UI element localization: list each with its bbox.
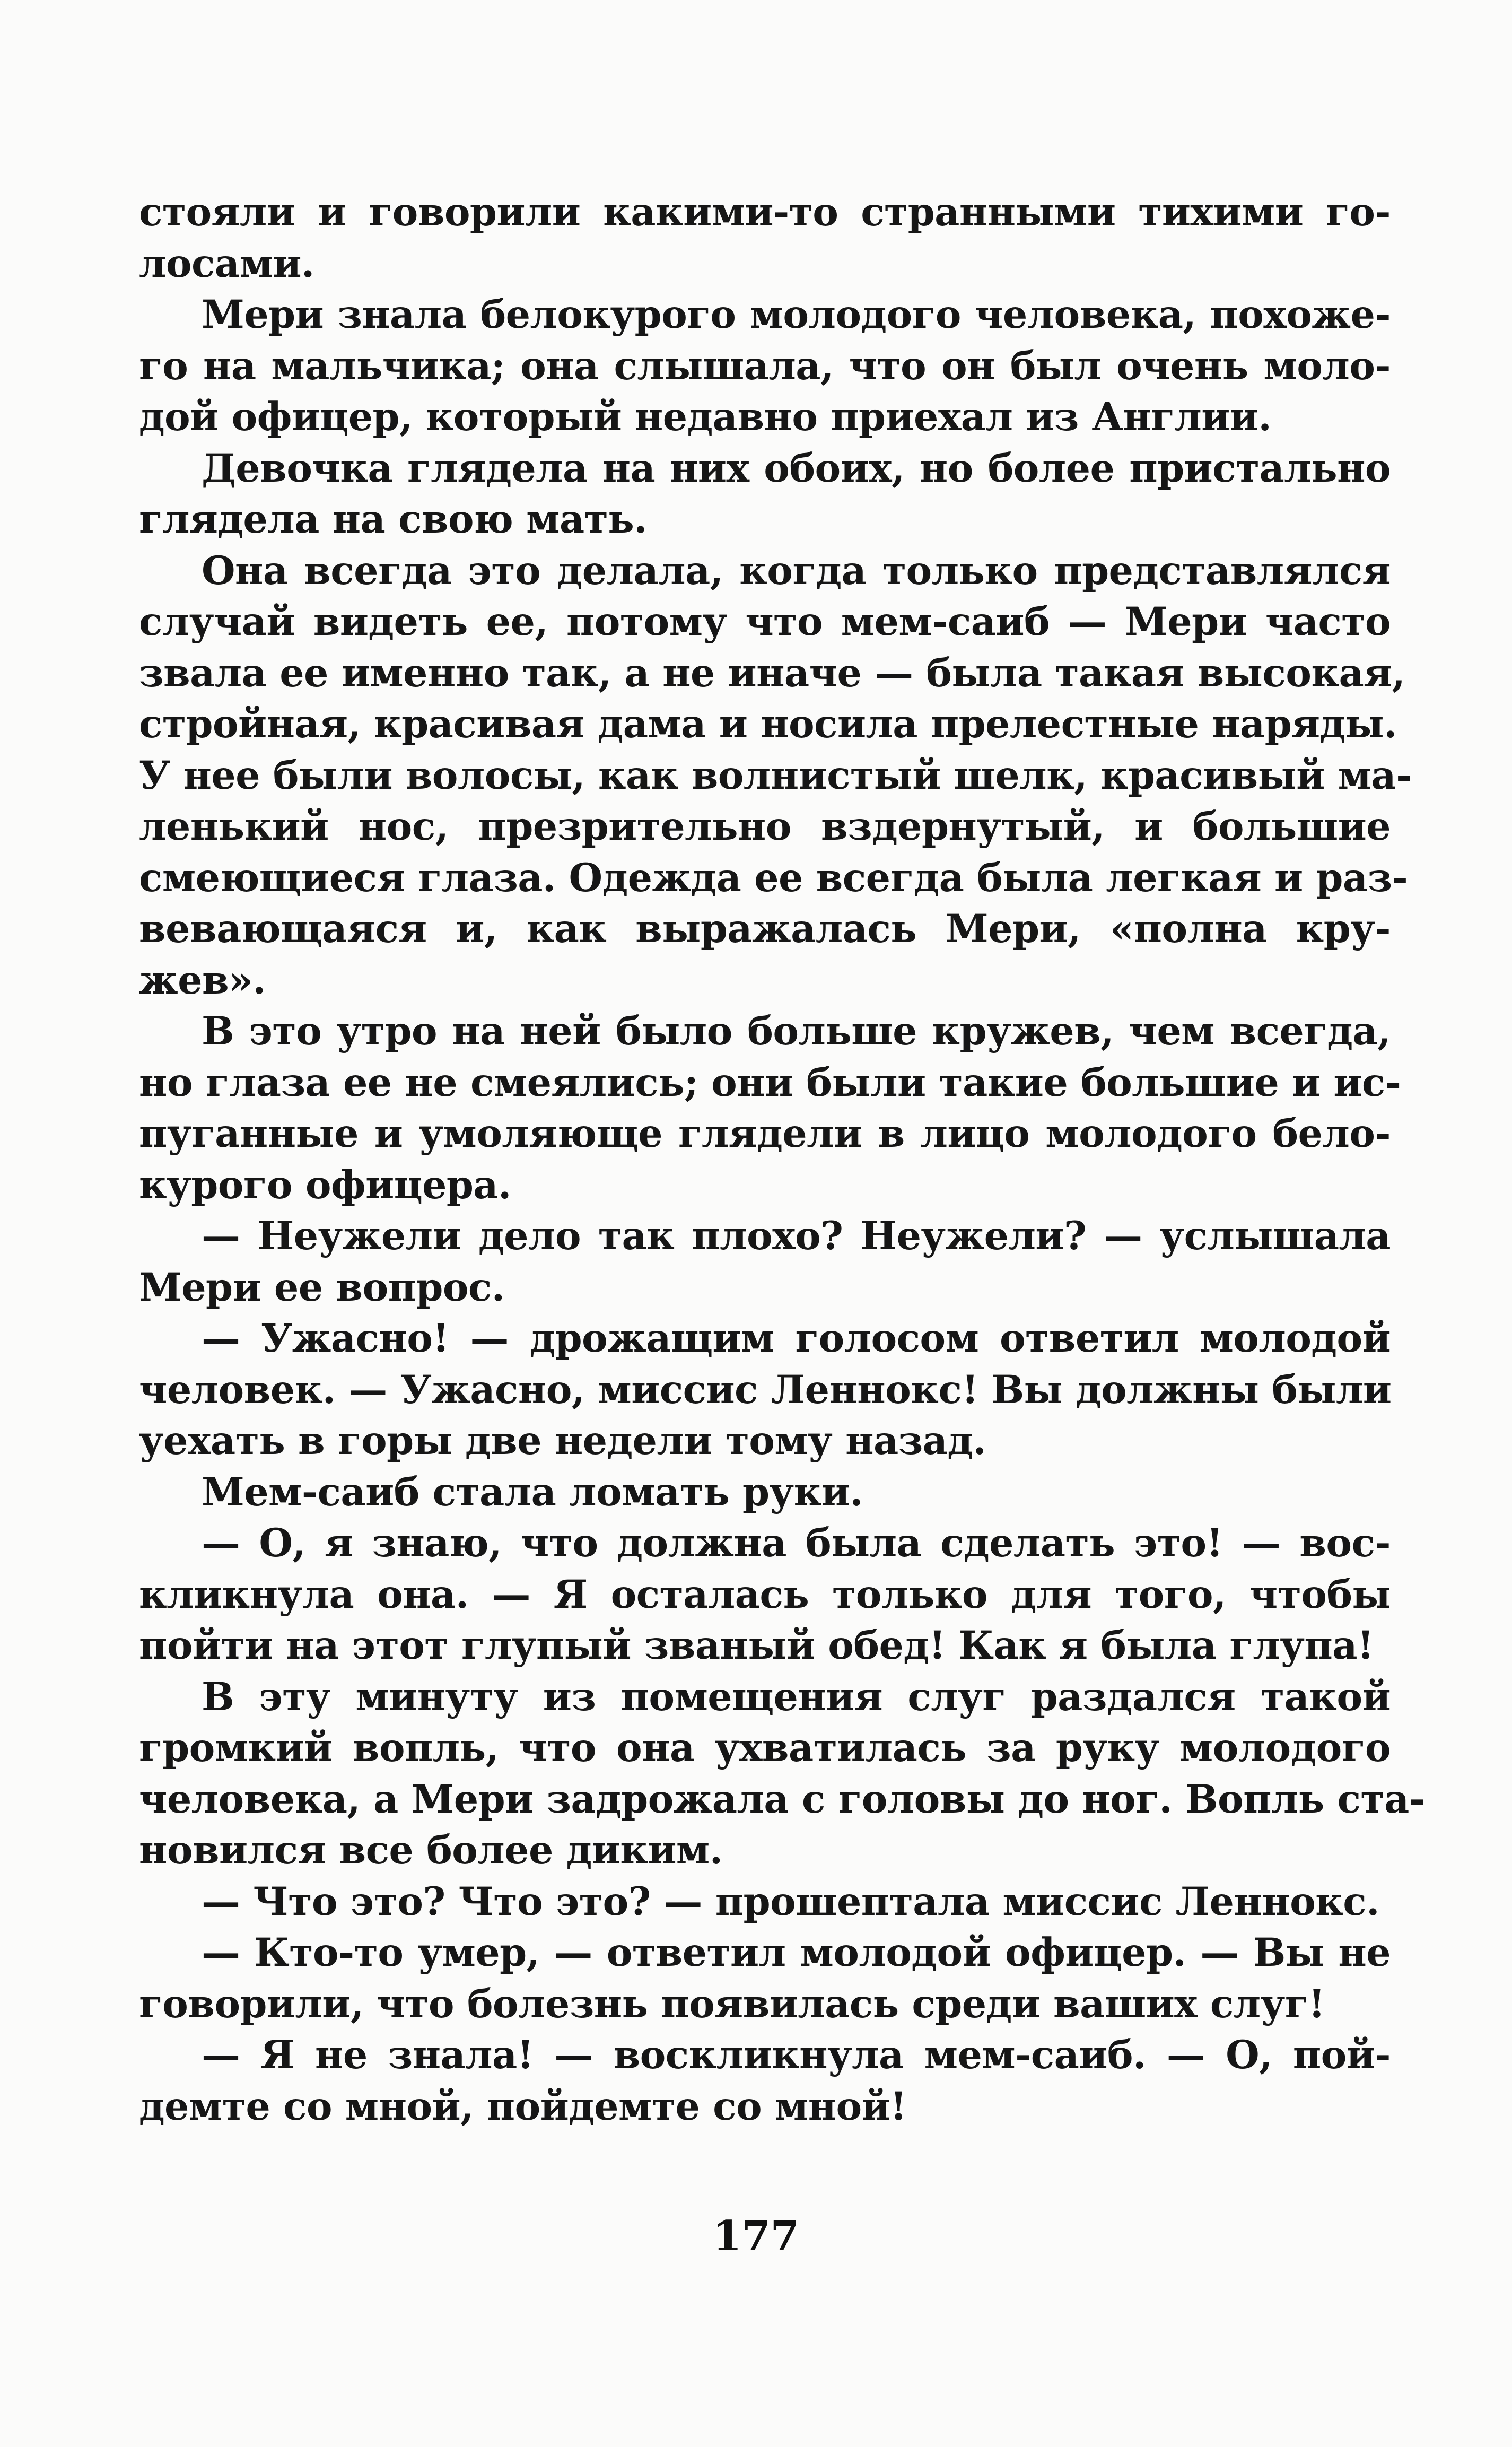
text-line: глядела на свою мать.: [139, 497, 648, 542]
text-line: человека, а Мери задрожала с головы до ног. Вопль ста-: [139, 1776, 1425, 1822]
text-line: дой офицер, который недавно приехал из Англии.: [139, 394, 1272, 440]
text-line: но глаза ее не смеялись; они были такие большие и ис-: [139, 1059, 1401, 1105]
text-line: уехать в горы две недели тому назад.: [139, 1418, 986, 1464]
text-line: — Что это? Что это? — прошептала миссис Леннокс.: [202, 1878, 1379, 1924]
page-number: 177: [713, 2212, 799, 2260]
text-line: пуганные и умоляюще глядели в лицо молодого бело-: [139, 1111, 1391, 1156]
text-line: громкий вопль, что она ухватилась за руку молодого: [139, 1725, 1391, 1771]
text-line: новился все более диким.: [139, 1827, 723, 1873]
text-line: Мем-саиб стала ломать руки.: [202, 1469, 863, 1515]
body-text: [139, 187, 1425, 2132]
text-line: случай видеть ее, потому что мем-саиб — Мери часто: [139, 599, 1391, 645]
text-line: демте со мной, пойдемте со мной!: [139, 2083, 907, 2129]
text-line: вевающаяся и, как выражалась Мери, «полна кру-: [139, 906, 1391, 952]
text-line: кликнула она. — Я осталась только для того, чтобы: [139, 1571, 1391, 1617]
text-line: — Ужасно! — дрожащим голосом ответил молодой: [202, 1316, 1391, 1361]
text-line: ленький нос, презрительно вздернутый, и большие: [139, 804, 1391, 849]
text-line: стройная, красивая дама и носила прелестные наряды.: [139, 701, 1397, 747]
text-line: В эту минуту из помещения слуг раздался такой: [202, 1674, 1391, 1720]
text-line: В это утро на ней было больше кружев, чем всегда,: [202, 1008, 1391, 1054]
text-line: — О, я знаю, что должна была сделать это! — вос-: [202, 1520, 1391, 1566]
text-line: — Кто-то умер, — ответил молодой офицер. — Вы не: [202, 1930, 1391, 1975]
text-line: стояли и говорили какими-то странными тихими го-: [139, 189, 1391, 235]
text-line: — Я не знала! — воскликнула мем-саиб. — О, пой-: [202, 2032, 1391, 2078]
text-line: говорили, что болезнь появилась среди ваших слуг!: [139, 1981, 1325, 2027]
text-line: звала ее именно так, а не иначе — была такая высокая,: [139, 650, 1405, 696]
text-line: жев».: [139, 957, 266, 1003]
text-line: Мери ее вопрос.: [139, 1264, 505, 1310]
text-line: У нее были волосы, как волнистый шелк, красивый ма-: [139, 752, 1412, 798]
text-line: смеющиеся глаза. Одежда ее всегда была легкая и раз-: [139, 855, 1408, 901]
text-line: Девочка глядела на них обоих, но более пристально: [202, 445, 1391, 491]
text-line: — Неужели дело так плохо? Неужели? — услышала: [202, 1213, 1391, 1259]
text-line: лосами.: [139, 240, 314, 286]
text-line: человек. — Ужасно, миссис Леннокс! Вы должны были: [139, 1366, 1392, 1413]
text-line: Она всегда это делала, когда только представлялся: [202, 547, 1391, 594]
text-line: го на мальчика; она слышала, что он был очень моло-: [139, 343, 1391, 389]
text-line: Мери знала белокурого молодого человека, похоже-: [202, 292, 1391, 337]
text-line: пойти на этот глупый званый обед! Как я была глупа!: [139, 1623, 1374, 1668]
text-line: курого офицера.: [139, 1162, 511, 1208]
